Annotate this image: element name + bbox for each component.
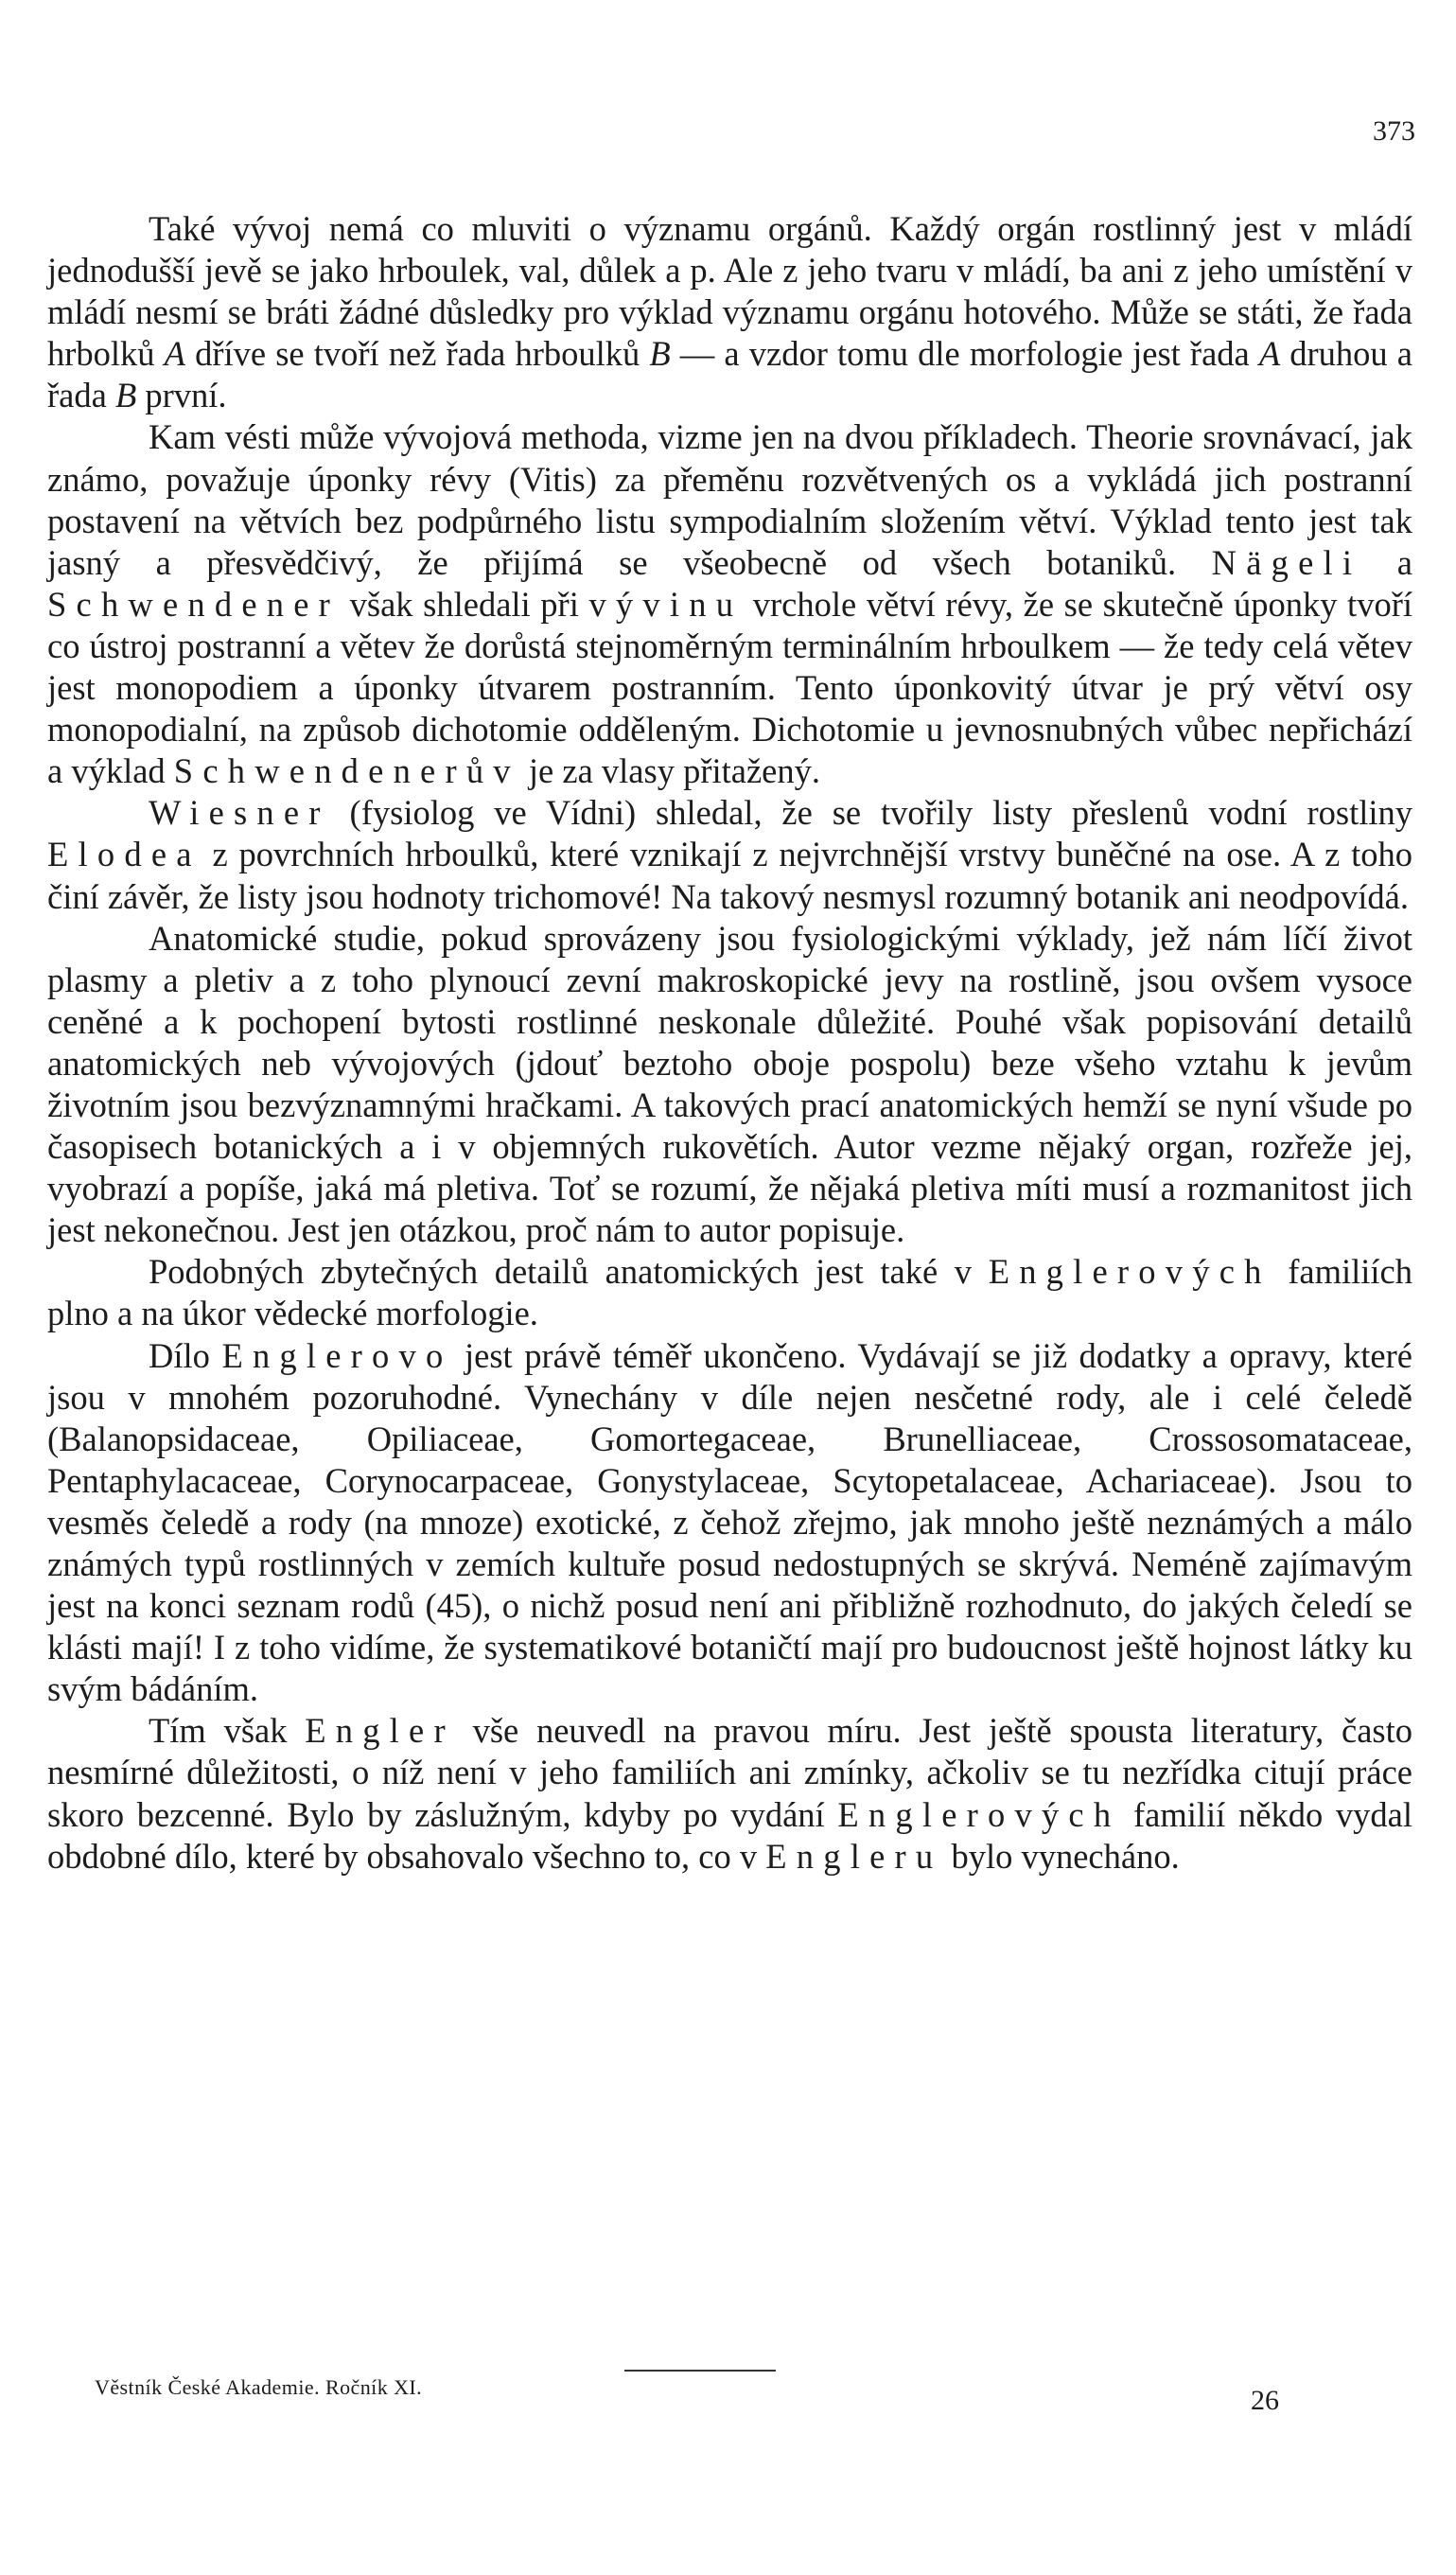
text-run: Tím však (149, 1711, 306, 1751)
spaced-name: Elodea (47, 835, 202, 874)
page-number: 373 (1373, 115, 1415, 147)
text-run: a (1361, 542, 1413, 582)
series-symbol: B (649, 334, 671, 374)
text-run: Anatomické studie, pokud sprovázeny jsou fysiologickými výklady, jež nám líčí život plasmy a pletiv a z toho plynoucí zevní makroskopické jevy na rostlině, jsou ovšem vysoce ceněné a k pochopení bytosti rostlinné neskonale důležité. Pouhé však popisování detailů anatomických neb vývojových (jdouť beztoho oboje pospolu) beze všeho vztahu k jevům životním jsou bezvýznamnými hračkami. A takových prací anatomických hemží se nyní všude po časopisech botanických a i v objemných rukovětích. Autor vezme nějaký organ, rozřeže jej, vyobrazí a popíše, jaká má pletiva. Toť se rozumí, že nějaká pletiva míti musí a rozmanitost jich jest nekonečnou. Jest jen otázkou, proč nám to autor popisuje. (47, 918, 1412, 1250)
spaced-name: Engleru (765, 1836, 943, 1876)
text-run: z povrchních hrboulků, které vznikají z nejvrchnější vrstvy buněčné na ose. A z toho činí závěr, že listy jsou hodnoty trichomové! Na takový nesmysl rozumný botanik ani neodpovídá. (47, 835, 1412, 916)
spaced-name: Englerových (837, 1794, 1121, 1834)
paragraph (47, 1335, 1412, 1711)
text-run: (fysiolog ve Vídni) shledal, že se tvořily listy přeslenů vodní rostliny (329, 793, 1412, 833)
paragraph (47, 1710, 1412, 1877)
text-run: Kam vésti může vývojová methoda, vizme jen na dvou příkladech. Theorie srovnávací, jak známo, považuje úponky révy (Vitis) za přeměnu rozvětvených os a vykládá jich postranní postavení na větvích bez podpůrného listu sympodialním složením větví. Výklad tento jest tak jasný a přesvědčivý, že přijímá se všeobecně od všech botaniků. (47, 417, 1412, 582)
spaced-name: Nägeli (1211, 542, 1362, 582)
paragraph (47, 208, 1412, 416)
paragraph (47, 792, 1412, 917)
text-run: Podobných zbytečných detailů anatomických jest také v (149, 1252, 989, 1292)
paragraph (47, 918, 1412, 1252)
spaced-name: Schwendener (47, 584, 341, 624)
text-run: Také vývoj nemá co mluviti o významu orgánů. Každý orgán rostlinný jest v mládí jednodušší jevě se jako hrboulek, val, důlek a p. Ale z jeho tvaru v mládí, ba ani z jeho umístění v mládí nesmí se bráti žádné důsledky pro výklad významu orgánu hotového. Může se státi, že řada hrbolků (47, 209, 1412, 374)
sheet-number: 26 (1251, 2385, 1279, 2416)
series-symbol: B (114, 376, 137, 415)
text-run: familiích plno a na úkor vědecké morfologie. (47, 1252, 1413, 1333)
section-divider (624, 2370, 776, 2372)
spaced-name: Wiesner (149, 793, 330, 833)
text-run: vše neuvedl na pravou míru. Jest ještě spousta literatury, často nesmírné důležitosti, o níž není v jeho familiích ani zmínky, ačkoliv se tu nezřídka citují práce skoro bezcenné. Bylo by záslužným, kdyby po vydání (47, 1711, 1412, 1834)
text-run: — a vzdor tomu dle morfologie jest řada (670, 334, 1259, 374)
article-body (47, 208, 1412, 1878)
text-run: je za vlasy přitažený. (519, 751, 820, 791)
text-run: dříve se tvoří než řada hrboulků (184, 334, 650, 374)
spaced-name: Schwendenerův (173, 751, 520, 791)
spaced-name: Englerových (988, 1252, 1272, 1292)
text-run: vrchole větví révy, že se skutečně úponky tvoří co ústroj postranní a větev že dorůstá stejnoměrným terminálním hrboulkem — že tedy celá větev jest monopodiem a úponky útvarem postranním. Tento úponkovitý útvar je prý větví osy monopodialní, na způsob dichotomie odděleným. Dichotomie u jevnosnubných vůbec nepřichází a výklad (47, 584, 1412, 791)
series-symbol: A (1258, 334, 1281, 374)
paragraph (47, 416, 1412, 792)
text-run: první. (136, 376, 227, 415)
text-run: bylo vynecháno. (942, 1836, 1180, 1876)
spaced-name: Engler (305, 1711, 455, 1751)
journal-footer: Věstník České Akademie. Ročník XI. (95, 2375, 423, 2399)
series-symbol: A (164, 334, 185, 374)
spaced-name: Englerovo (221, 1335, 453, 1375)
paragraph (47, 1251, 1412, 1334)
text-run: Dílo (149, 1335, 222, 1375)
text-run: však shledali při (340, 584, 589, 624)
text-run: jest právě téměř ukončeno. Vydávají se již dodatky a opravy, které jsou v mnohém pozoruhodné. Vynechány v díle nejen nesčetné rody, ale i celé čeledě (Balanopsidaceae, Opiliaceae, Gomortegaceae, Brunelliaceae, Crossosomataceae, Pentaphylacaceae, Corynocarpaceae, Gonystylaceae, Scytopetalaceae, Achariaceae). Jsou to vesměs čeledě a rody (na mnoze) exotické, z čehož zřejmo, jak mnoho ještě neznámých a málo známých typů rostlinných v zemích kultuře posud nedostupných se skrývá. Neméně zajímavým jest na konci seznam rodů (45), o nichž posud není ani přibližně rozhodnuto, do jakých čeledí se klásti mají! I z toho vidíme, že systematikové botaničtí mají pro budoucnost ještě hojnost látky ku svým bádáním. (47, 1335, 1412, 1709)
text-run: familií někdo vydal obdobné dílo, které by obsahovalo všechno to, co v (47, 1794, 1412, 1876)
spaced-name: vývinu (588, 584, 744, 624)
text-run: druhou a řada (47, 334, 1412, 415)
